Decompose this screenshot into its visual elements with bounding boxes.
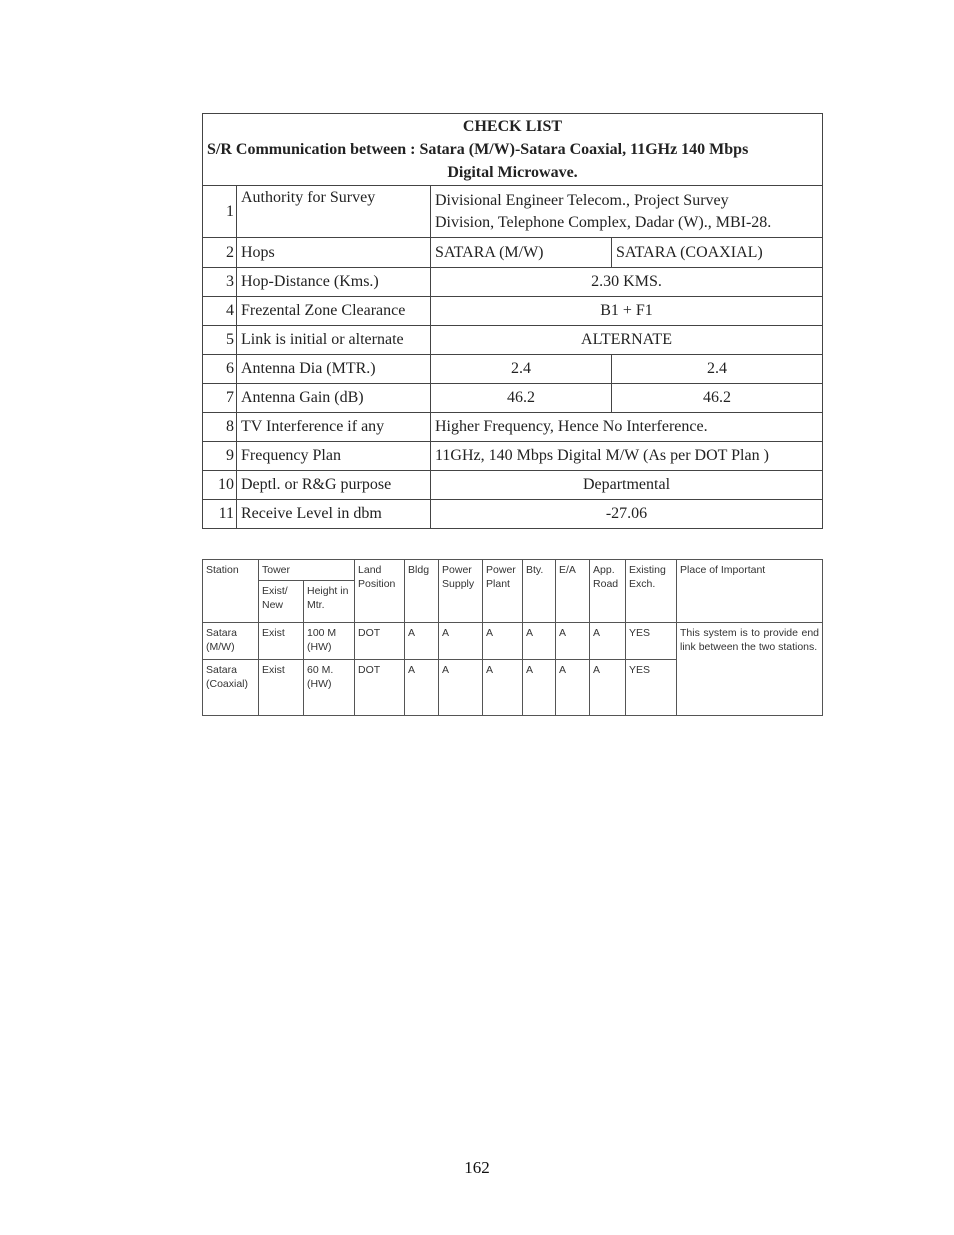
row-label: Hop-Distance (Kms.)	[237, 268, 431, 297]
row-value	[431, 186, 823, 238]
row-value: Departmental	[431, 471, 823, 500]
cell-station: Satara (Coaxial)	[203, 660, 259, 716]
header-power-supply: Power Supply	[439, 560, 483, 623]
cell-land: DOT	[355, 623, 405, 660]
row-number: 7	[203, 384, 237, 413]
row-number: 6	[203, 355, 237, 384]
cell-power-plant: A	[483, 660, 523, 716]
cell-power-plant: A	[483, 623, 523, 660]
table-row	[203, 238, 823, 268]
row-number: 11	[203, 500, 237, 529]
header-exist-new: Exist/ New	[259, 581, 304, 623]
header-land-position: Land Position	[355, 560, 405, 623]
checklist-subtitle-cont: Digital Microwave.	[447, 164, 578, 181]
cell-exch: YES	[626, 623, 677, 660]
row-label: Hops	[237, 238, 431, 268]
table-row	[203, 186, 823, 238]
header-power-plant: Power Plant	[483, 560, 523, 623]
header-bldg: Bldg	[405, 560, 439, 623]
table-row	[203, 355, 823, 384]
cell-app-road: A	[590, 660, 626, 716]
cell-exch: YES	[626, 660, 677, 716]
cell-height: 100 M (HW)	[304, 623, 355, 660]
cell-exist: Exist	[259, 623, 304, 660]
place-note: This system is to provide end link between the two stations.	[677, 623, 823, 716]
row-label: Antenna Dia (MTR.)	[237, 355, 431, 384]
row-value: -27.06	[431, 500, 823, 529]
cell-app-road: A	[590, 623, 626, 660]
row-value: 11GHz, 140 Mbps Digital M/W (As per DOT Plan )	[431, 442, 823, 471]
table-row	[203, 623, 823, 660]
cell-bty: A	[523, 660, 556, 716]
header-height: Height in Mtr.	[304, 581, 355, 623]
row-value-a: 2.4	[431, 355, 612, 384]
row-label: Authority for Survey	[237, 186, 431, 238]
table-row	[203, 413, 823, 442]
cell-land: DOT	[355, 660, 405, 716]
row-label: Deptl. or R&G purpose	[237, 471, 431, 500]
page-number: 162	[464, 1158, 490, 1177]
row-number: 5	[203, 326, 237, 355]
row-label: Frequency Plan	[237, 442, 431, 471]
checklist-header	[203, 114, 823, 186]
row-value-b: 2.4	[612, 355, 823, 384]
header-ea: E/A	[556, 560, 590, 623]
checklist-subtitle: S/R Communication between : Satara (M/W)-Satara Coaxial, 11GHz 140 Mbps	[207, 141, 749, 158]
header-tower: Tower	[259, 560, 355, 581]
row-label: Link is initial or alternate	[237, 326, 431, 355]
row-number: 10	[203, 471, 237, 500]
header-station: Station	[203, 560, 259, 623]
header-place: Place of Important	[677, 560, 823, 623]
table-row	[203, 297, 823, 326]
table-row	[203, 384, 823, 413]
row-value: ALTERNATE	[431, 326, 823, 355]
header-existing-exch: Existing Exch.	[626, 560, 677, 623]
table-row	[203, 471, 823, 500]
station-table	[202, 559, 823, 716]
cell-power-supply: A	[439, 623, 483, 660]
row-number: 3	[203, 268, 237, 297]
table-row	[203, 268, 823, 297]
header-bty: Bty.	[523, 560, 556, 623]
row-number: 4	[203, 297, 237, 326]
table-row	[203, 326, 823, 355]
checklist-table	[202, 113, 823, 529]
row-label: Receive Level in dbm	[237, 500, 431, 529]
row-value: 2.30 KMS.	[431, 268, 823, 297]
cell-bldg: A	[405, 660, 439, 716]
table-row	[203, 442, 823, 471]
cell-height: 60 M. (HW)	[304, 660, 355, 716]
row-value-a: 46.2	[431, 384, 612, 413]
checklist-title: CHECK LIST	[462, 118, 563, 135]
row-number: 9	[203, 442, 237, 471]
cell-bldg: A	[405, 623, 439, 660]
row-value: B1 + F1	[431, 297, 823, 326]
header-app-road: App. Road	[590, 560, 626, 623]
cell-bty: A	[523, 623, 556, 660]
row-number: 2	[203, 238, 237, 268]
row-value: Higher Frequency, Hence No Interference.	[431, 413, 823, 442]
row-label: Frezental Zone Clearance	[237, 297, 431, 326]
row-value-line: Division, Telephone Complex, Dadar (W)., MBI-28.	[435, 213, 772, 231]
row-value-a: SATARA (M/W)	[431, 238, 612, 268]
row-label: Antenna Gain (dB)	[237, 384, 431, 413]
table-row	[203, 500, 823, 529]
cell-power-supply: A	[439, 660, 483, 716]
cell-exist: Exist	[259, 660, 304, 716]
row-number: 8	[203, 413, 237, 442]
cell-station: Satara (M/W)	[203, 623, 259, 660]
cell-ea: A	[556, 623, 590, 660]
row-value-b: SATARA (COAXIAL)	[612, 238, 823, 268]
row-number: 1	[203, 186, 237, 238]
row-value-b: 46.2	[612, 384, 823, 413]
row-label: TV Interference if any	[237, 413, 431, 442]
row-value-line: Divisional Engineer Telecom., Project Survey	[435, 191, 729, 209]
cell-ea: A	[556, 660, 590, 716]
